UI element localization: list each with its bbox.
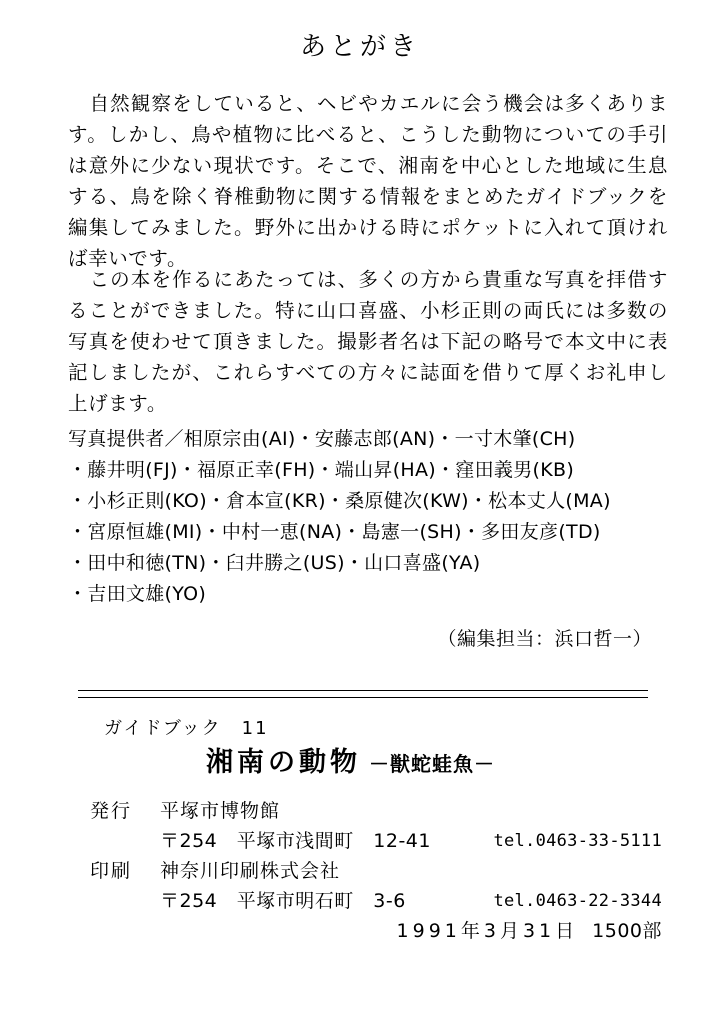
credit-line: ・宮原恒雄(MI)・中村一恵(NA)・島憲一(SH)・多田友彦(TD) xyxy=(68,521,601,543)
credit-line: ・田中和徳(TN)・臼井勝之(US)・山口喜盛(YA) xyxy=(68,552,481,574)
print-run: 1500部 xyxy=(592,920,662,942)
credit-line: 写真提供者／相原宗由(AI)・安藤志郎(AN)・一寸木肇(CH) xyxy=(68,428,576,450)
divider-rule xyxy=(78,697,648,698)
credit-line: ・藤井明(FJ)・福原正幸(FH)・端山昇(HA)・窪田義男(KB) xyxy=(68,459,575,481)
printer-row xyxy=(90,856,670,886)
publication-date: 1991年3月31日 xyxy=(396,920,579,942)
afterword-title: あとがき xyxy=(299,32,420,62)
publisher-tel: tel.0463-33-5111 xyxy=(493,831,662,851)
book-title-text: 湘南の動物 xyxy=(206,747,361,778)
book-title xyxy=(206,740,495,779)
afterword-paragraph-2 xyxy=(68,264,668,419)
publisher-label: 発行 xyxy=(90,800,133,822)
paragraph-text: この本を作るにあたっては、多くの方から貴重な写真を拝借することができました。特に山口喜盛、小杉正則の両氏には多数の写真を使わせて頂きました。撮影者名は下記の略号で本文中に表記しましたが、これらすべての方々に誌面を借りて厚くお礼申し上げます。 xyxy=(68,268,668,415)
credit-line: ・小杉正則(KO)・倉本宣(KR)・桑原健次(KW)・松本丈人(MA) xyxy=(68,490,611,512)
publisher-row xyxy=(90,796,670,826)
colophon xyxy=(90,796,670,946)
publisher-address-row xyxy=(90,826,670,856)
afterword-paragraph-1 xyxy=(68,88,668,274)
publisher-name: 平塚市博物館 xyxy=(160,800,281,822)
paragraph-text: 自然観察をしていると、ヘビやカエルに会う機会は多くあります。しかし、鳥や植物に比べると、こうした動物についての手引は意外に少ない現状です。そこで、湘南を中心とした地域に生息する、鳥を除く脊椎動物に関する情報をまとめたガイドブックを編集してみました。野外に出かける時にポケットに入れて頂ければ幸いです。 xyxy=(68,92,668,270)
printer-address-row xyxy=(90,886,670,916)
printer-name: 神奈川印刷株式会社 xyxy=(160,860,341,882)
divider-rule xyxy=(78,690,648,691)
publisher-address: 〒254 平塚市浅間町 12-41 xyxy=(160,830,431,852)
date-row xyxy=(90,916,670,946)
book-subtitle: －獣蛇蛙魚－ xyxy=(369,752,495,776)
photo-credits xyxy=(68,424,688,610)
editor-credit: （編集担当：浜口哲一） xyxy=(437,628,652,650)
printer-address: 〒254 平塚市明石町 3-6 xyxy=(160,890,406,912)
printer-label: 印刷 xyxy=(90,860,133,882)
date-line xyxy=(397,916,662,946)
credit-line: ・吉田文雄(YO) xyxy=(68,583,207,605)
printer-tel: tel.0463-22-3344 xyxy=(493,891,662,911)
series-label: ガイドブック 11 xyxy=(104,718,269,739)
